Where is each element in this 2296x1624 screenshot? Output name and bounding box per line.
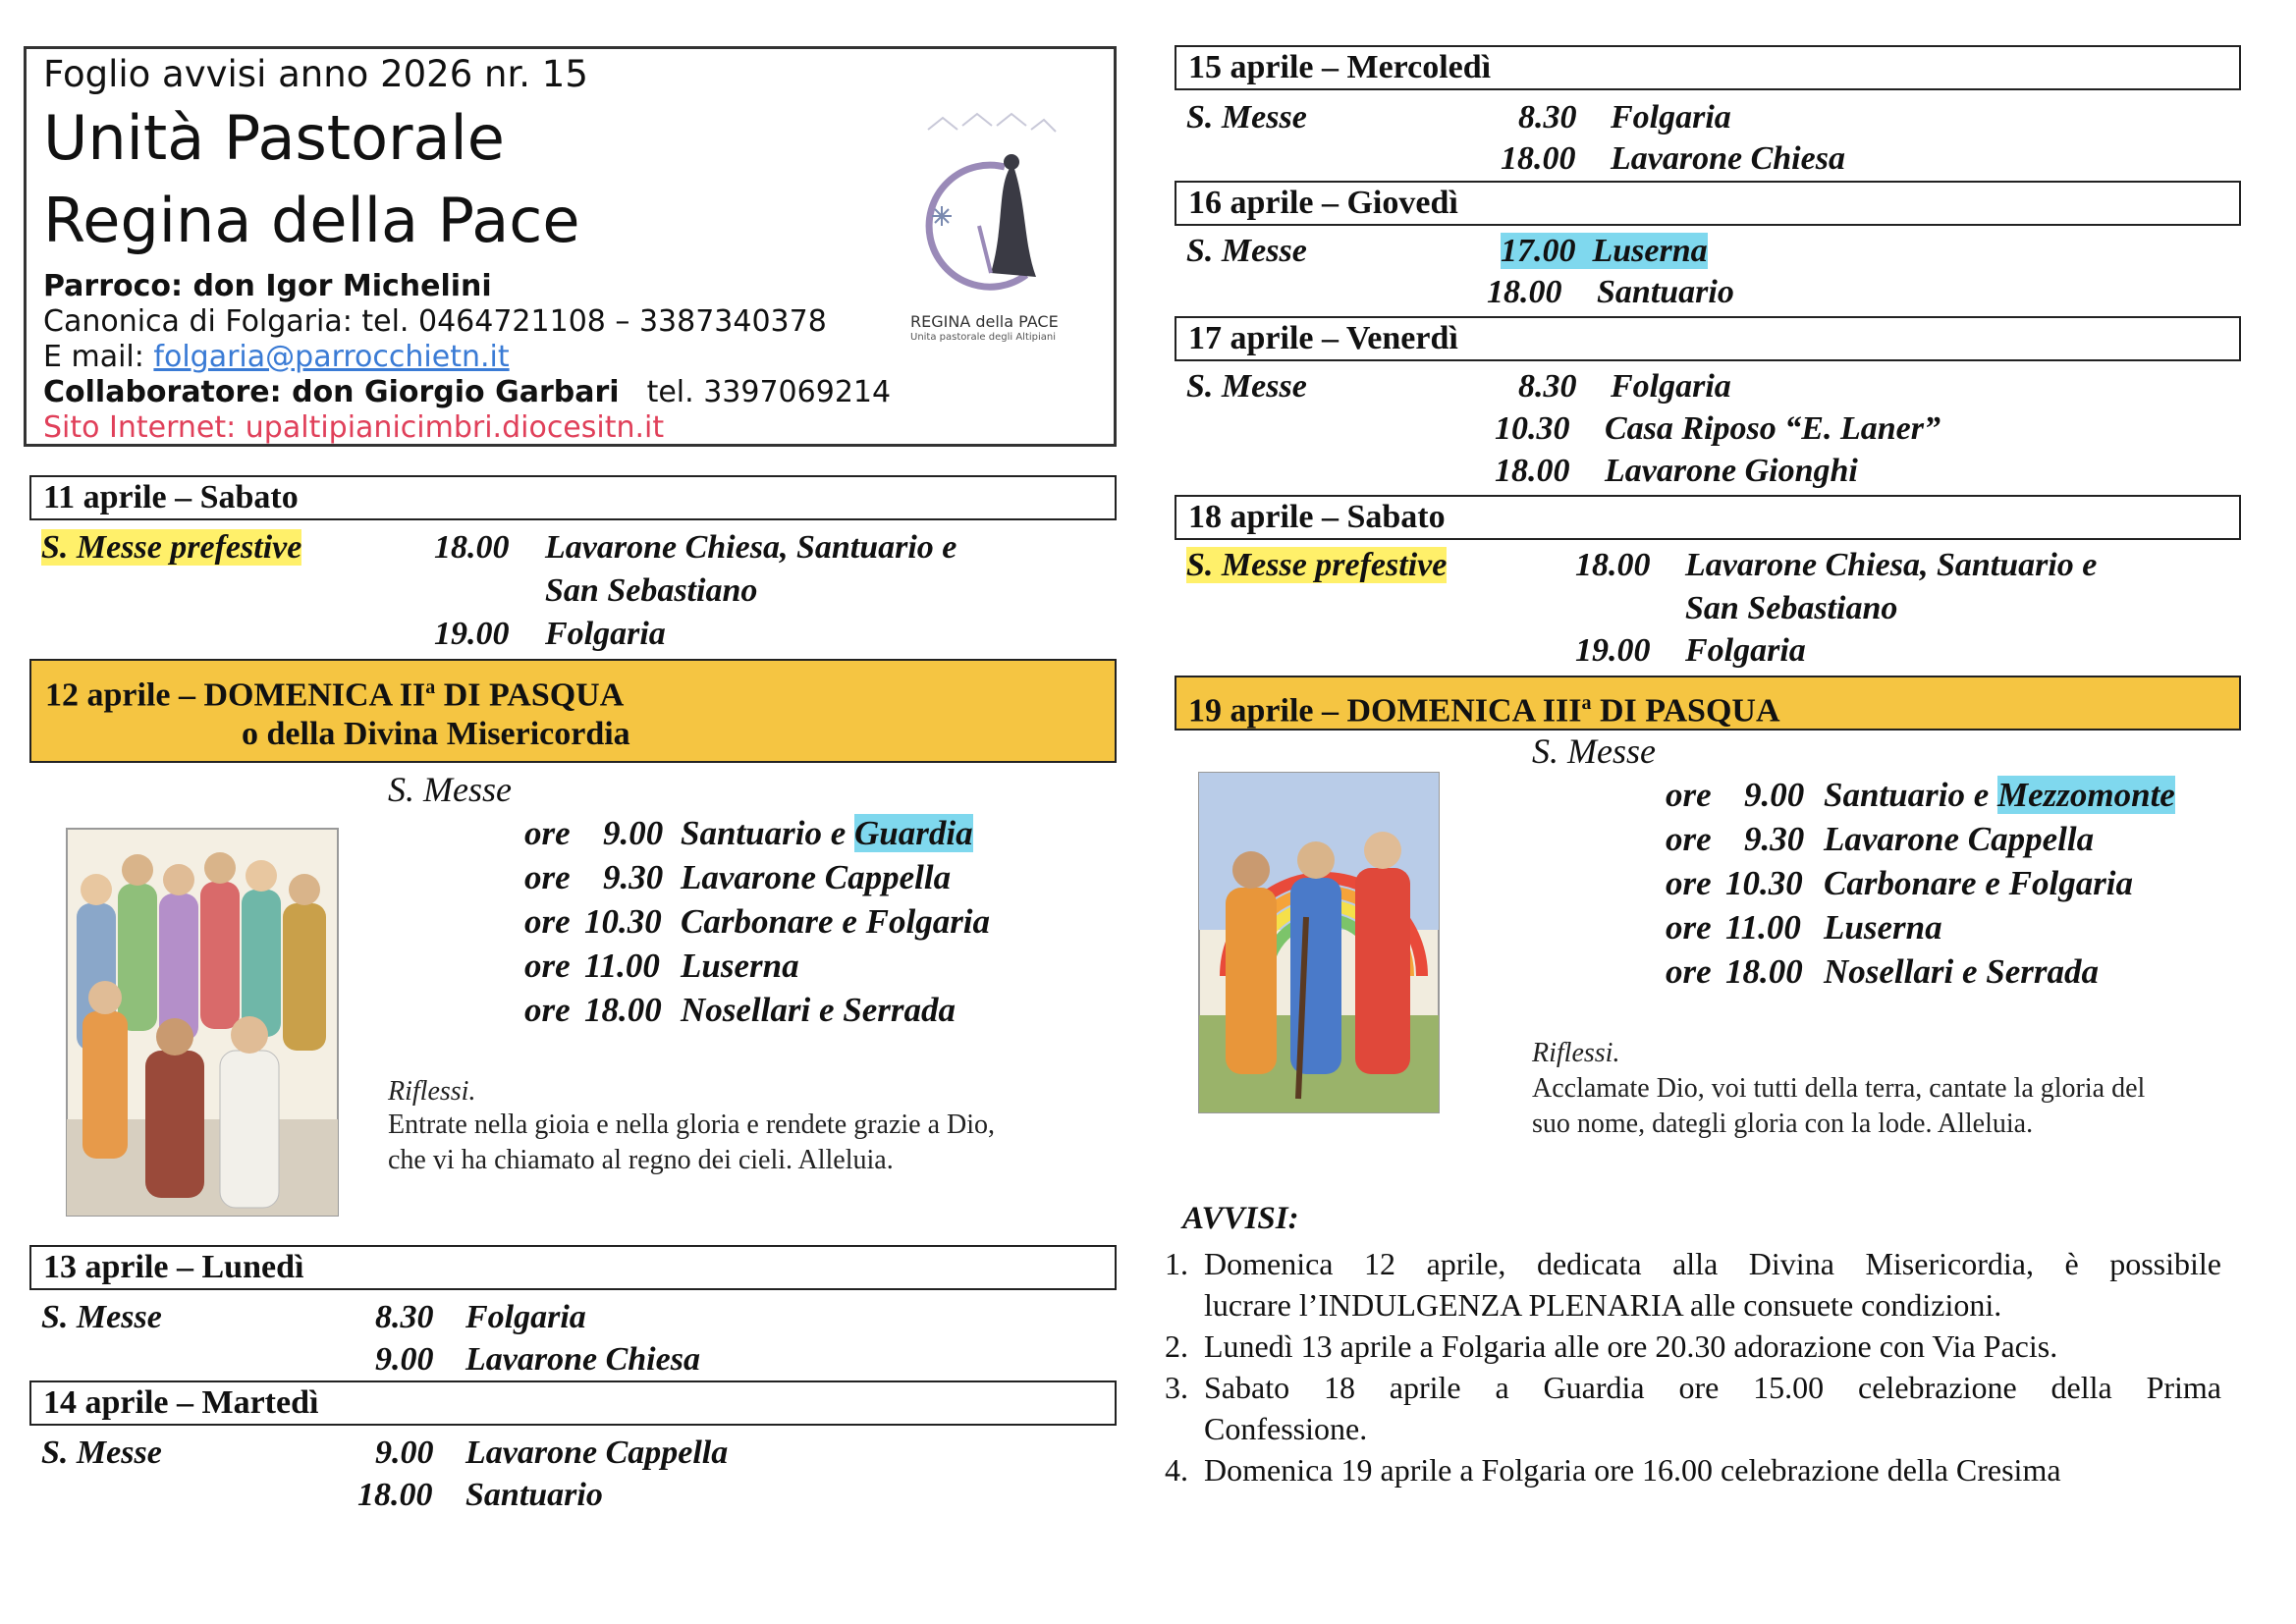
day-header-16: 16 aprile – Giovedì [1175, 181, 2241, 226]
d11-label-text: S. Messe prefestive [41, 529, 302, 566]
d16-slot-1-hl: 17.00 Luserna [1501, 233, 1708, 269]
day-header-17: 17 aprile – Venerdì [1175, 316, 2241, 361]
d13-place-2: Lavarone Chiesa [465, 1341, 700, 1378]
d11-place-1a: Lavarone Chiesa, Santuario e [545, 529, 957, 566]
d12-time-1: 9.00 [603, 814, 664, 852]
d19-time-5: 18.00 [1725, 952, 1803, 991]
collaboratore-tel: tel. 3397069214 [646, 375, 892, 409]
d18-place-1b: San Sebastiano [1685, 590, 1898, 626]
d18-place-1a: Lavarone Chiesa, Santuario e [1685, 547, 2098, 583]
email-line [43, 340, 510, 374]
d13-label: S. Messe [41, 1299, 162, 1335]
avvisi-num-3: 3. [1165, 1370, 1188, 1405]
d19-label: S. Messe [1532, 731, 1656, 771]
page-title-line2: Regina della Pace [43, 185, 580, 256]
email-label: E mail: [43, 340, 154, 374]
d16-place-2: Santuario [1597, 274, 1734, 310]
d12-ore-1: ore [524, 814, 571, 852]
avvisi-num-4: 4. [1165, 1452, 1188, 1488]
avvisi-item-4: Domenica 19 aprile a Folgaria ore 16.00 celebrazione della Cresima [1204, 1452, 2061, 1488]
d12-ore-5: ore [524, 991, 571, 1029]
d16-time-2: 18.00 [1487, 274, 1562, 310]
parish-logo [889, 108, 1085, 353]
d19-time-4: 11.00 [1725, 908, 1801, 947]
avvisi-item-3a: Sabato 18 aprile a Guardia ore 15.00 celebrazione della Prima [1204, 1370, 2221, 1405]
issue-line: Foglio avvisi anno 2026 nr. 15 [43, 53, 588, 95]
page-title-line1: Unità Pastorale [43, 102, 505, 174]
d19-time-1: 9.00 [1744, 776, 1805, 814]
logo-subtitle: Unita pastorale degli Altipiani [910, 332, 1057, 343]
d12-time-3: 10.30 [584, 902, 662, 941]
d14-place-1: Lavarone Cappella [465, 1435, 729, 1471]
d11-place-2: Folgaria [545, 616, 666, 652]
d18-label [1186, 546, 1447, 585]
gospel-illustration-12 [63, 825, 342, 1219]
d11-label [41, 528, 301, 568]
d15-time-1: 8.30 [1518, 99, 1577, 135]
d12-place-1-hl: Guardia [854, 814, 973, 852]
d11-place-1b: San Sebastiano [545, 572, 758, 609]
avvisi-item-3b: Confessione. [1204, 1411, 1368, 1446]
collaboratore-line [43, 375, 891, 409]
d12-time-4: 11.00 [584, 947, 660, 985]
d12-riflessi-label: Riflessi. [388, 1076, 476, 1107]
collaboratore-name: Collaboratore: don Giorgio Garbari [43, 375, 620, 409]
d18-place-2: Folgaria [1685, 632, 1806, 669]
avvisi-title: AVVISI: [1182, 1201, 1299, 1236]
d12-place-5: Nosellari e Serrada [681, 991, 956, 1029]
d14-place-2: Santuario [465, 1477, 603, 1513]
d18-time-2: 19.00 [1575, 632, 1651, 669]
d12-ore-3: ore [524, 902, 571, 941]
d16-label: S. Messe [1186, 233, 1307, 269]
d19-place-4: Luserna [1824, 908, 1942, 947]
day-header-13: 13 aprile – Lunedì [29, 1245, 1117, 1290]
d11-time-1: 18.00 [434, 529, 510, 566]
d19-place-1: Santuario e Mezzomonte [1824, 776, 2175, 814]
d19-ore-1: ore [1666, 776, 1712, 814]
website-link[interactable]: Sito Internet: upaltipianicimbri.diocesitn.it [43, 410, 665, 445]
day-header-18: 18 aprile – Sabato [1175, 495, 2241, 540]
d11-time-2: 19.00 [434, 616, 510, 652]
d19-riflessi-line2: suo nome, dategli gloria con la lode. Alleluia. [1532, 1109, 2034, 1139]
d12-place-1: Santuario e Guardia [681, 814, 973, 852]
d12-ore-2: ore [524, 858, 571, 896]
d19-ore-2: ore [1666, 820, 1712, 858]
sunday-12-line1: 12 aprile – DOMENICA $II^a$ DI PASQUA [45, 677, 625, 714]
email-link[interactable]: folgaria@parrocchietn.it [153, 340, 510, 374]
madonna-logo-icon [889, 108, 1085, 295]
d19-place-5: Nosellari e Serrada [1824, 952, 2099, 991]
d17-time-2: 10.30 [1495, 410, 1570, 447]
d19-riflessi-line1: Acclamate Dio, voi tutti della terra, cantate la gloria del [1532, 1073, 2146, 1104]
d19-time-3: 10.30 [1725, 864, 1803, 902]
parroco-line: Parroco: don Igor Michelini [43, 269, 492, 303]
day-header-15: 15 aprile – Mercoledì [1175, 45, 2241, 90]
d17-place-2: Casa Riposo “E. Laner” [1605, 410, 1941, 447]
header-box [24, 46, 1117, 447]
sunday-12-line2: o della Divina Misericordia [242, 716, 630, 752]
d14-time-1: 9.00 [375, 1435, 434, 1471]
d17-time-1: 8.30 [1518, 368, 1577, 405]
d15-time-2: 18.00 [1501, 140, 1576, 177]
day-header-14: 14 aprile – Martedì [29, 1380, 1117, 1426]
disciples-illustration-icon [63, 825, 342, 1219]
avvisi-num-1: 1. [1165, 1246, 1188, 1281]
avvisi-num-2: 2. [1165, 1328, 1188, 1364]
d19-place-3: Carbonare e Folgaria [1824, 864, 2134, 902]
d15-place-1: Folgaria [1611, 99, 1731, 135]
d12-riflessi-line2: che vi ha chiamato al regno dei cieli. Alleluia. [388, 1145, 894, 1175]
d14-label: S. Messe [41, 1435, 162, 1471]
avvisi-item-2: Lunedì 13 aprile a Folgaria alle ore 20.30 adorazione con Via Pacis. [1204, 1328, 2058, 1364]
d19-time-2: 9.30 [1744, 820, 1805, 858]
d12-place-4: Luserna [681, 947, 799, 985]
d19-riflessi-label: Riflessi. [1532, 1038, 1620, 1068]
emmaus-illustration-icon [1196, 770, 1442, 1115]
d17-time-3: 18.00 [1495, 453, 1570, 489]
d18-time-1: 18.00 [1575, 547, 1651, 583]
d13-time-2: 9.00 [375, 1341, 434, 1378]
d14-time-2: 18.00 [357, 1477, 433, 1513]
d12-ore-4: ore [524, 947, 571, 985]
d19-ore-4: ore [1666, 908, 1712, 947]
d17-label: S. Messe [1186, 368, 1307, 405]
d19-place-2: Lavarone Cappella [1824, 820, 2095, 858]
sunday-19-line: 19 aprile – DOMENICA III$^a$ DI PASQUA [1188, 692, 1780, 730]
d13-place-1: Folgaria [465, 1299, 586, 1335]
d17-place-1: Folgaria [1611, 368, 1731, 405]
day-header-11: 11 aprile – Sabato [29, 475, 1117, 520]
avvisi-item-1b: lucrare l’INDULGENZA PLENARIA alle consuete condizioni. [1204, 1287, 2002, 1323]
logo-name: REGINA della PACE [910, 312, 1059, 331]
d19-place-1-hl: Mezzomonte [1997, 776, 2175, 814]
d19-ore-5: ore [1666, 952, 1712, 991]
d12-time-5: 18.00 [584, 991, 662, 1029]
d12-riflessi-line1: Entrate nella gioia e nella gloria e rendete grazie a Dio, [388, 1110, 996, 1140]
gospel-illustration-19 [1196, 770, 1442, 1115]
d19-ore-3: ore [1666, 864, 1712, 902]
d12-place-2: Lavarone Cappella [681, 858, 952, 896]
d13-time-1: 8.30 [375, 1299, 434, 1335]
d18-label-text: S. Messe prefestive [1186, 547, 1448, 583]
d17-place-3: Lavarone Gionghi [1605, 453, 1858, 489]
sunday-header-12 [29, 659, 1117, 763]
avvisi-item-1a: Domenica 12 aprile, dedicata alla Divina Misericordia, è possibile [1204, 1246, 2221, 1281]
d12-place-3: Carbonare e Folgaria [681, 902, 991, 941]
d15-place-2: Lavarone Chiesa [1611, 140, 1845, 177]
d12-label: S. Messe [388, 770, 512, 809]
canonica-line: Canonica di Folgaria: tel. 0464721108 – 3387340378 [43, 304, 827, 339]
sunday-header-19 [1175, 676, 2241, 731]
d16-slot-1 [1501, 232, 1708, 271]
d15-label: S. Messe [1186, 99, 1307, 135]
d12-time-2: 9.30 [603, 858, 664, 896]
